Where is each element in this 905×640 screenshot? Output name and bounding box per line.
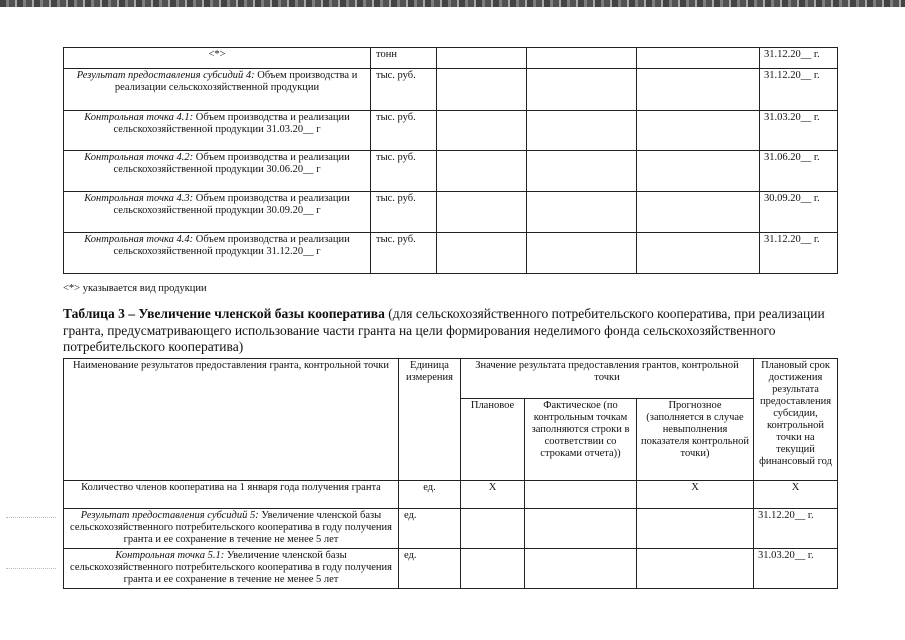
value-cell xyxy=(527,111,637,151)
table-row xyxy=(64,111,838,151)
table-row xyxy=(64,48,838,69)
value-cell xyxy=(527,69,637,111)
forecast-cell: X xyxy=(637,481,754,509)
value-cell xyxy=(527,48,637,69)
deadline-cell: 31.12.20__ г. xyxy=(760,233,838,274)
actual-cell xyxy=(525,509,637,549)
deadline-cell: 31.06.20__ г. xyxy=(760,151,838,192)
table-3-title: Таблица 3 – Увеличение членской базы кооператива xyxy=(63,306,385,321)
header-forecast: Прогнозное (заполняется в случае невыполнения показателя контрольной точки) xyxy=(637,399,754,481)
header-unit: Единица измерения xyxy=(399,359,461,481)
forecast-cell xyxy=(637,549,754,589)
table-row xyxy=(64,549,838,589)
unit-cell: ед. xyxy=(399,509,461,549)
unit-cell: тыс. руб. xyxy=(371,69,437,111)
table-3-subtitle: (для сельскохозяйственного потребительского кооператива, при реализации гранта, предусматривающего использование части гранта на цели формирования неделимого фонда сельскохозяйственного потребительского кооператива) xyxy=(63,306,825,354)
table-row xyxy=(64,509,838,549)
table-3-heading xyxy=(63,306,853,356)
value-cell xyxy=(437,48,527,69)
header-deadline: Плановый срок достижения результата предоставления субсидии, контрольной точки на текущий финансовый год xyxy=(754,359,838,481)
control-point-name-cell: Контрольная точка 4.1: Объем производства и реализации сельскохозяйственной продукции 31.03.20__ г xyxy=(64,111,371,151)
table-row xyxy=(64,233,838,274)
value-cell xyxy=(437,233,527,274)
header-actual: Фактическое (по контрольным точкам заполняются строки в соответствии со строками отчета)) xyxy=(525,399,637,481)
unit-cell: тыс. руб. xyxy=(371,151,437,192)
result-name-cell: Количество членов кооператива на 1 января года получения гранта xyxy=(64,481,399,509)
value-cell xyxy=(437,192,527,233)
table-row xyxy=(64,151,838,192)
planned-cell xyxy=(461,549,525,589)
unit-cell: ед. xyxy=(399,481,461,509)
header-value-group: Значение результата предоставления грантов, контрольной точки xyxy=(461,359,754,399)
result-name-cell: Результат предоставления субсидий 5: Увеличение членской базы сельскохозяйственного потребительского кооператива в году получения гранта и ее сохранение в течение не менее 5 лет xyxy=(64,509,399,549)
scan-edge xyxy=(0,0,905,7)
result-name-cell: <*> xyxy=(64,48,371,69)
table-row xyxy=(64,69,838,111)
value-cell xyxy=(637,192,760,233)
production-table xyxy=(63,47,838,274)
actual-cell xyxy=(525,481,637,509)
table-row xyxy=(64,481,838,509)
unit-cell: тыс. руб. xyxy=(371,111,437,151)
result-name-cell: Результат предоставления субсидий 4: Объем производства и реализации сельскохозяйственной продукции xyxy=(64,69,371,111)
header-name: Наименование результатов предоставления гранта, контрольной точки xyxy=(64,359,399,481)
control-point-name-cell: Контрольная точка 5.1: Увеличение членской базы сельскохозяйственного потребительского кооператива в году получения гранта и ее сохранение в течение не менее 5 лет xyxy=(64,549,399,589)
forecast-cell xyxy=(637,509,754,549)
control-point-name-cell: Контрольная точка 4.4: Объем производства и реализации сельскохозяйственной продукции 31.12.20__ г xyxy=(64,233,371,274)
header-row xyxy=(64,359,838,399)
membership-table xyxy=(63,358,838,589)
unit-cell: ед. xyxy=(399,549,461,589)
actual-cell xyxy=(525,549,637,589)
deadline-cell: 31.03.20__ г. xyxy=(754,549,838,589)
deadline-cell: X xyxy=(754,481,838,509)
deadline-cell: 31.12.20__ г. xyxy=(754,509,838,549)
unit-cell: тыс. руб. xyxy=(371,192,437,233)
deadline-cell: 30.09.20__ г. xyxy=(760,192,838,233)
value-cell xyxy=(527,151,637,192)
deadline-cell: 31.12.20__ г. xyxy=(760,48,838,69)
value-cell xyxy=(637,233,760,274)
value-cell xyxy=(437,69,527,111)
deadline-cell: 31.12.20__ г. xyxy=(760,69,838,111)
value-cell xyxy=(437,151,527,192)
value-cell xyxy=(437,111,527,151)
value-cell xyxy=(527,192,637,233)
control-point-name-cell: Контрольная точка 4.2: Объем производства и реализации сельскохозяйственной продукции 30.06.20__ г xyxy=(64,151,371,192)
value-cell xyxy=(527,233,637,274)
value-cell xyxy=(637,69,760,111)
value-cell xyxy=(637,111,760,151)
unit-cell: тонн xyxy=(371,48,437,69)
margin-mark xyxy=(6,517,56,519)
header-planned: Плановое xyxy=(461,399,525,481)
value-cell xyxy=(637,48,760,69)
planned-cell: X xyxy=(461,481,525,509)
unit-cell: тыс. руб. xyxy=(371,233,437,274)
table-row xyxy=(64,192,838,233)
margin-mark xyxy=(6,568,56,570)
control-point-name-cell: Контрольная точка 4.3: Объем производства и реализации сельскохозяйственной продукции 30.09.20__ г xyxy=(64,192,371,233)
value-cell xyxy=(637,151,760,192)
planned-cell xyxy=(461,509,525,549)
footnote: <*> указывается вид продукции xyxy=(63,283,207,294)
deadline-cell: 31.03.20__ г. xyxy=(760,111,838,151)
